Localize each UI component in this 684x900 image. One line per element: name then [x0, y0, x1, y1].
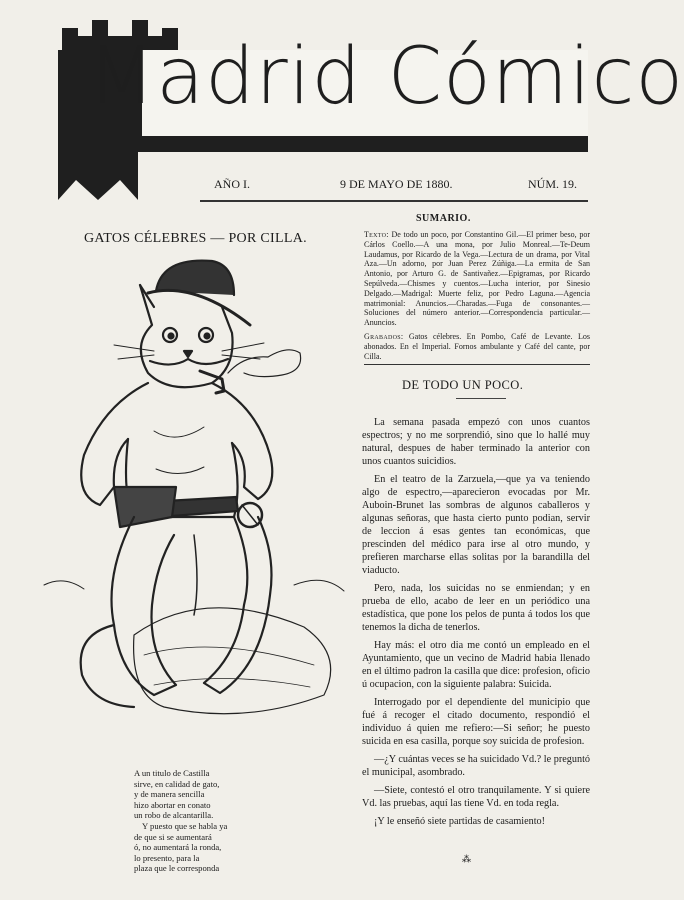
article-paragraph: La semana pasada empezó con unos cuantos espectros; y no me sorprendió, sino que lo hallé muy natural, despues de haber terminado la anterior con unos cuantos suicidios. [362, 417, 590, 467]
cat-illustration [44, 255, 344, 755]
caption-line: un robo de alcantarilla. [134, 810, 214, 821]
caption-line: A un titulo de Castilla [134, 768, 210, 778]
caption-line: lo presento, para la [134, 852, 200, 863]
caption-line: Y puesto que se habla ya [142, 820, 228, 831]
sumario-grabados-label: Grabados: [364, 331, 404, 341]
sumario-texto-label: Texto: [364, 230, 389, 239]
sumario-grabados: Gatos célebres. En Pombo, Café de Levante. Los abonados. En el Imperial. Fornos ambulante y Café del cante, por Cilla. [364, 331, 591, 361]
illustration-title: GATOS CÉLEBRES — POR CILLA. [84, 231, 307, 246]
caption-line: plaza que le corresponda [134, 863, 220, 874]
article-body [362, 416, 590, 833]
article-paragraph: En el teatro de la Zarzuela,—que ya va teniendo algo de espectro,—aparecieron evocadas por Mr. Auboin-Brunet las sombras de algunos caballeros y algunas señoras, que hasta cierto punto podian, servir de leccion á esas gentes tan económicas, que prescinden del médico para irse al otro mundo, y prefieren marcharse ellas solitas por la barandilla del viaducto. [362, 474, 590, 576]
ornament: ⁂ [462, 854, 473, 864]
masthead-rule [200, 200, 588, 202]
sumario-heading: SUMARIO. [416, 213, 471, 224]
section-rule [364, 364, 590, 365]
caption-line: ó, no aumentará la ronda, [134, 842, 222, 853]
sumario-block [364, 230, 590, 365]
article-paragraph: Pero, nada, los suicidas no se enmiendan; y en prueba de ello, acabo de leer en un periódico una estadística, que pone los pelos de punta á todos los que tenemos la dicha de tenerlos. [362, 583, 590, 633]
caption-line: de que si se aumentará [134, 831, 212, 842]
article-heading: DE TODO UN POCO. [402, 378, 524, 392]
article-paragraph: —¿Y cuántas veces se ha suicidado Vd.? le preguntó el municipal, asombrado. [362, 754, 590, 778]
caption-line: hizo abortar en conato [134, 799, 211, 810]
caption-line: y de manera sencilla [134, 789, 205, 800]
sumario-texto: De todo un poco, por Constantino Gil.—El primer beso, por Cárlos Coello.—A una mona, por Julio Monreal.—Te-Deum Laudamus, por Ricardo de la Vega.—Lectura de un drama, por Vital Aza.—Un adorno, por Juan Perez Zúñiga.—La ermita de San Antonio, por Arturo G. de Santivañez.—Epigramas, por Ricardo Sepúlveda.—Chismes y cuentos.—Lucha interior, por Sinesio Delgado.—Madrigal: Muerte feliz, por Pedro Laguna.—Agencia matrimonial: Anuncios.—Charadas.—Fuga de consonantes.—Soluciones del número anterior.—Correspondencia particular.—Anuncios. [364, 230, 591, 328]
caption-line: sirve, en calidad de gato, [134, 778, 220, 789]
masthead-year: AÑO I. [214, 177, 250, 191]
masthead-number: NÚM. 19. [528, 177, 578, 191]
article-paragraph: ¡Y le enseñó siete partidas de casamiento! [374, 816, 546, 827]
masthead-title: Madrid Cómico [88, 32, 684, 122]
heading-underline [456, 398, 506, 399]
masthead-date: 9 DE MAYO DE 1880. [340, 177, 453, 191]
illustration-caption [134, 768, 264, 874]
article-paragraph: —Siete, contestó el otro tranquilamente. Y si quiere Vd. las pruebas, aquí las tiene Vd. en toda regla. [362, 785, 590, 809]
article-paragraph: Interrogado por el dependiente del municipio que fué á recoger el citado documento, respondió el individuo á quien me refiero:—Si señor; he puesto suicida en esa casilla, porque soy suicida de profesion. [362, 697, 590, 747]
article-paragraph: Hay más: el otro dia me contó un empleado en el Ayuntamiento, que un vecino de Madrid habia llenado en el último padron la casilla que dice: profesion, oficio ú ocupacion, con la siguiente palabra: Suicida. [362, 640, 590, 690]
